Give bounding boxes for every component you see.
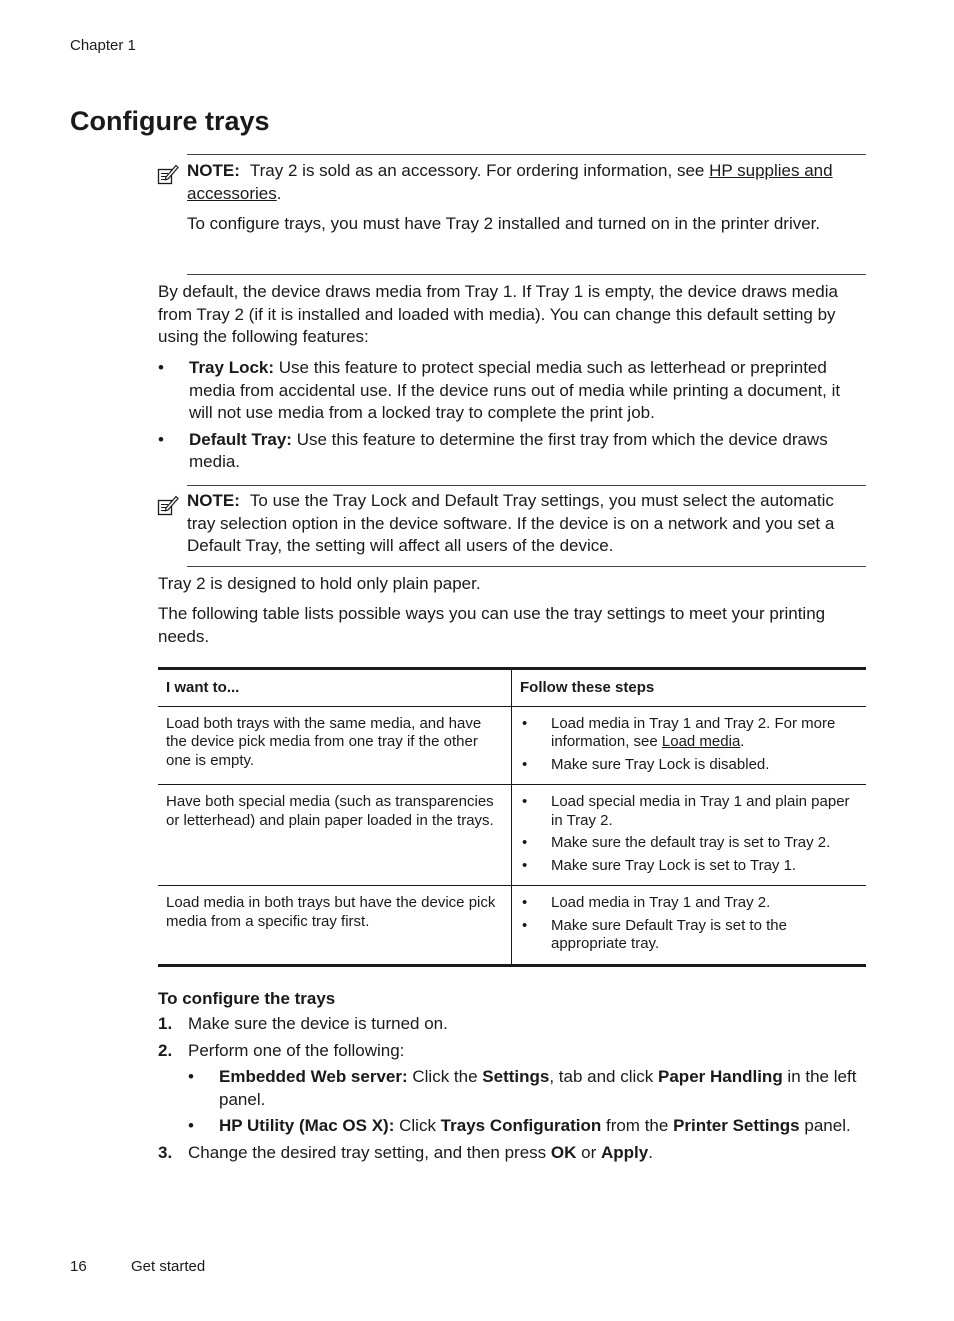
- procedure-step: 3. Change the desired tray setting, and then press OK or Apply.: [158, 1142, 653, 1162]
- column-header-steps: Follow these steps: [520, 679, 655, 696]
- note-rule-top: [187, 154, 866, 155]
- procedure-step: 2. Perform one of the following: • Embedded Web server: Click the Settings, tab and click Paper Handling in the left panel. • HP Utility (Mac OS X): Click Trays Configuration from the Printer Settings panel.: [158, 1040, 868, 1138]
- list-item: • Make sure Tray Lock is set to Tray 1.: [522, 856, 797, 874]
- note-rule-bottom: [187, 566, 866, 567]
- list-item: • Default Tray: Use this feature to determine the first tray from which the device draws media.: [158, 429, 828, 471]
- table-cell-want: Load both trays with the same media, and have the device pick media from one tray if the other one is empty.: [158, 706, 512, 785]
- hp-supplies-link[interactable]: HP supplies and accessories: [187, 161, 833, 203]
- table-intro-paragraph: The following table lists possible ways you can use the tray settings to meet your printing needs.: [158, 604, 826, 646]
- note-text: NOTE: To use the Tray Lock and Default Tray settings, you must select the automatic tray selection option in the device software. If the device is on a network and you set a Default Tray, the setting will affect all users of the device.: [187, 491, 835, 555]
- list-item: • Make sure Tray Lock is disabled.: [522, 755, 770, 773]
- list-item: • Embedded Web server: Click the Settings, tab and click Paper Handling in the left panel.: [188, 1067, 857, 1109]
- table-cell-steps: [512, 886, 867, 966]
- table-cell-steps: [512, 706, 867, 785]
- table-cell-steps: [512, 785, 867, 886]
- note-pencil-icon: [157, 163, 179, 185]
- feature-term: Default Tray:: [189, 429, 292, 449]
- procedure-steps: [158, 1013, 868, 1168]
- list-item: • Make sure the default tray is set to Tray 2.: [522, 834, 831, 851]
- table-cell-want: Have both special media (such as transparencies or letterhead) and plain paper loaded in the trays.: [158, 785, 512, 886]
- note-pencil-icon: [157, 494, 179, 516]
- note-rule-bottom: [187, 274, 866, 275]
- note-box-accessory: [157, 154, 866, 276]
- feature-term: Tray Lock:: [189, 358, 275, 377]
- table-header-row: [158, 669, 866, 707]
- list-item: • Load media in Tray 1 and Tray 2. For more information, see Load media.: [522, 714, 836, 750]
- note-label: NOTE:: [187, 491, 240, 510]
- table-row: [158, 886, 866, 966]
- feature-list: [158, 357, 868, 474]
- column-header-want: I want to...: [158, 669, 512, 707]
- table-cell-want: Load media in both trays but have the device pick media from a specific tray first.: [158, 886, 512, 966]
- note-label: NOTE:: [187, 161, 240, 180]
- note-box-tray-settings: [157, 485, 866, 569]
- list-item: • HP Utility (Mac OS X): Click Trays Configuration from the Printer Settings panel.: [188, 1116, 851, 1135]
- table-row: [158, 785, 866, 886]
- procedure-step: 1. Make sure the device is turned on.: [158, 1014, 448, 1033]
- load-media-link[interactable]: Load media: [661, 733, 741, 750]
- procedure-substeps: [188, 1066, 868, 1138]
- page-number: 16: [70, 1258, 87, 1275]
- tray-settings-table: [158, 667, 866, 967]
- tray2-paragraph: Tray 2 is designed to hold only plain paper.: [158, 574, 481, 593]
- running-header: Chapter 1: [70, 37, 136, 54]
- list-item: • Tray Lock: Use this feature to protect special media such as letterhead or preprinted media from accidental use. If the device runs out of media while printing a document, it will not use media from a locked tray to complete the print job.: [158, 358, 841, 422]
- note-paragraph: To configure trays, you must have Tray 2 installed and turned on in the printer driver.: [187, 214, 821, 233]
- note-rule-top: [187, 485, 866, 486]
- page-title: Configure trays: [70, 106, 270, 136]
- footer-section: Get started: [131, 1258, 206, 1275]
- list-item: • Load media in Tray 1 and Tray 2.: [522, 894, 771, 911]
- intro-paragraph: By default, the device draws media from Tray 1. If Tray 1 is empty, the device draws media from Tray 2 (if it is installed and loaded with media). You can change this default setting by using the following features:: [158, 282, 838, 346]
- procedure-heading: To configure the trays: [158, 989, 336, 1008]
- list-item: • Load special media in Tray 1 and plain paper in Tray 2.: [522, 793, 850, 829]
- table-row: [158, 706, 866, 785]
- list-item: • Make sure Default Tray is set to the appropriate tray.: [522, 916, 787, 952]
- note-text: NOTE: Tray 2 is sold as an accessory. For ordering information, see HP supplies and accessories.: [187, 161, 833, 203]
